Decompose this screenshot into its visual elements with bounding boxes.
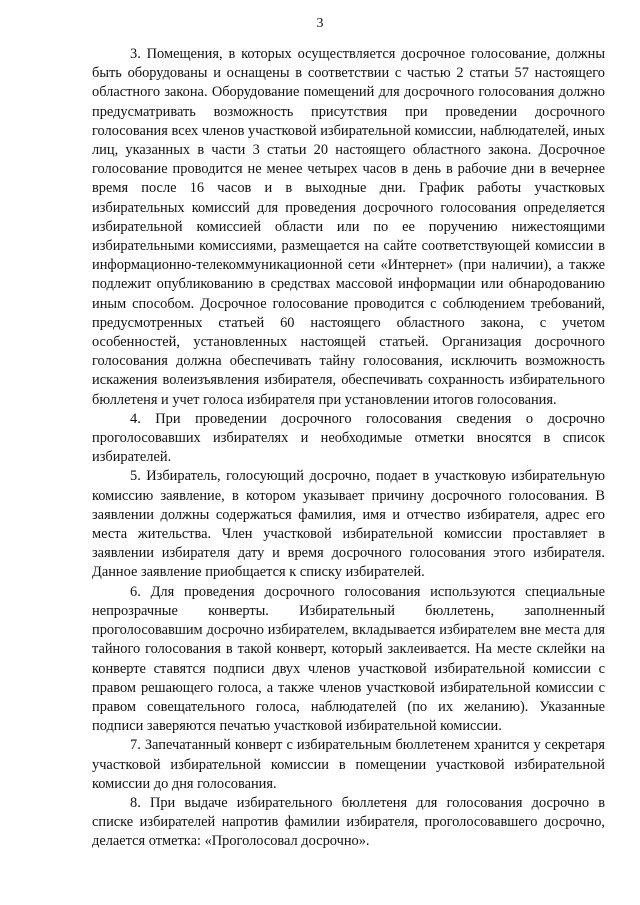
paragraph-5: 5. Избиратель, голосующий досрочно, подает в участковую избирательную комиссию заявление, в котором указывает причину досрочного голосования. В заявлении должны содержаться фамилия, имя и отчество избирателя, адрес его места жительства. Член участковой избирательной комиссии проставляет в заявлении избирателя дату и время досрочного голосования этого избирателя. Данное заявление приобщается к списку избирателей. [92,468,605,581]
paragraph-6: 6. Для проведения досрочного голосования используются специальные непрозрачные конверты. Избирательный бюллетень, заполненный проголосовавшим досрочно избирателем, вкладывается избирателем вне места для тайного голосования в такой конверт, который заклеивается. На месте склейки на конверте ставятся подписи двух членов участковой избирательной комиссии с правом решающего голоса, а также членов участковой избирательной комиссии с правом совещательного голоса, наблюдателей (по их желанию). Указанные подписи заверяются печатью участковой избирательной комиссии. [92,583,605,735]
paragraph-3: 3. Помещения, в которых осуществляется досрочное голосование, должны быть оборудованы и оснащены в соответствии с частью 2 статьи 57 настоящего областного закона. Оборудование помещений для досрочного голосования должно предусматривать возможность присутствия при проведении досрочного голосования всех членов участковой избирательной комиссии, наблюдателей, иных лиц, указанных в части 3 статьи 20 настоящего областного закона. Досрочное голосование проводится не менее четырех часов в день в рабочие дни в вечернее время после 16 часов и в выходные дни. График работы участковых избирательных комиссий для проведения досрочного голосования определяется избирательной комиссией области или по ее поручению нижестоящими избирательными комиссиями, размещается на сайте соответствующей комиссии в информационно-телекоммуникационной сети «Интернет» (при наличии), а также подлежит опубликованию в средствах массовой информации или обнародованию иным способом. Досрочное голосование проводится с соблюдением требований, предусмотренных статьей 60 настоящего областного закона, с учетом особенностей, установленных настоящей статьей. Организация досрочного голосования должна обеспечивать тайну голосования, исключить возможность искажения волеизъявления избирателя, обеспечивать сохранность избирательного бюллетеня и учет голоса избирателя при установлении итогов голосования. [92,46,605,408]
paragraph-7: 7. Запечатанный конверт с избирательным бюллетенем хранится у секретаря участковой избирательной комиссии в помещении участковой избирательной комиссии до дня голосования. [92,737,605,792]
paragraph-8: 8. При выдаче избирательного бюллетеня для голосования досрочно в списке избирателей напротив фамилии избирателя, проголосовавшего досрочно, делается отметка: «Проголосовал досрочно». [92,794,605,850]
paragraph-4: 4. При проведении досрочного голосования сведения о досрочно проголосовавших избирателях и необходимые отметки вносятся в список избирателей. [92,410,605,466]
document-body [92,45,605,852]
page-number: 3 [316,16,324,31]
